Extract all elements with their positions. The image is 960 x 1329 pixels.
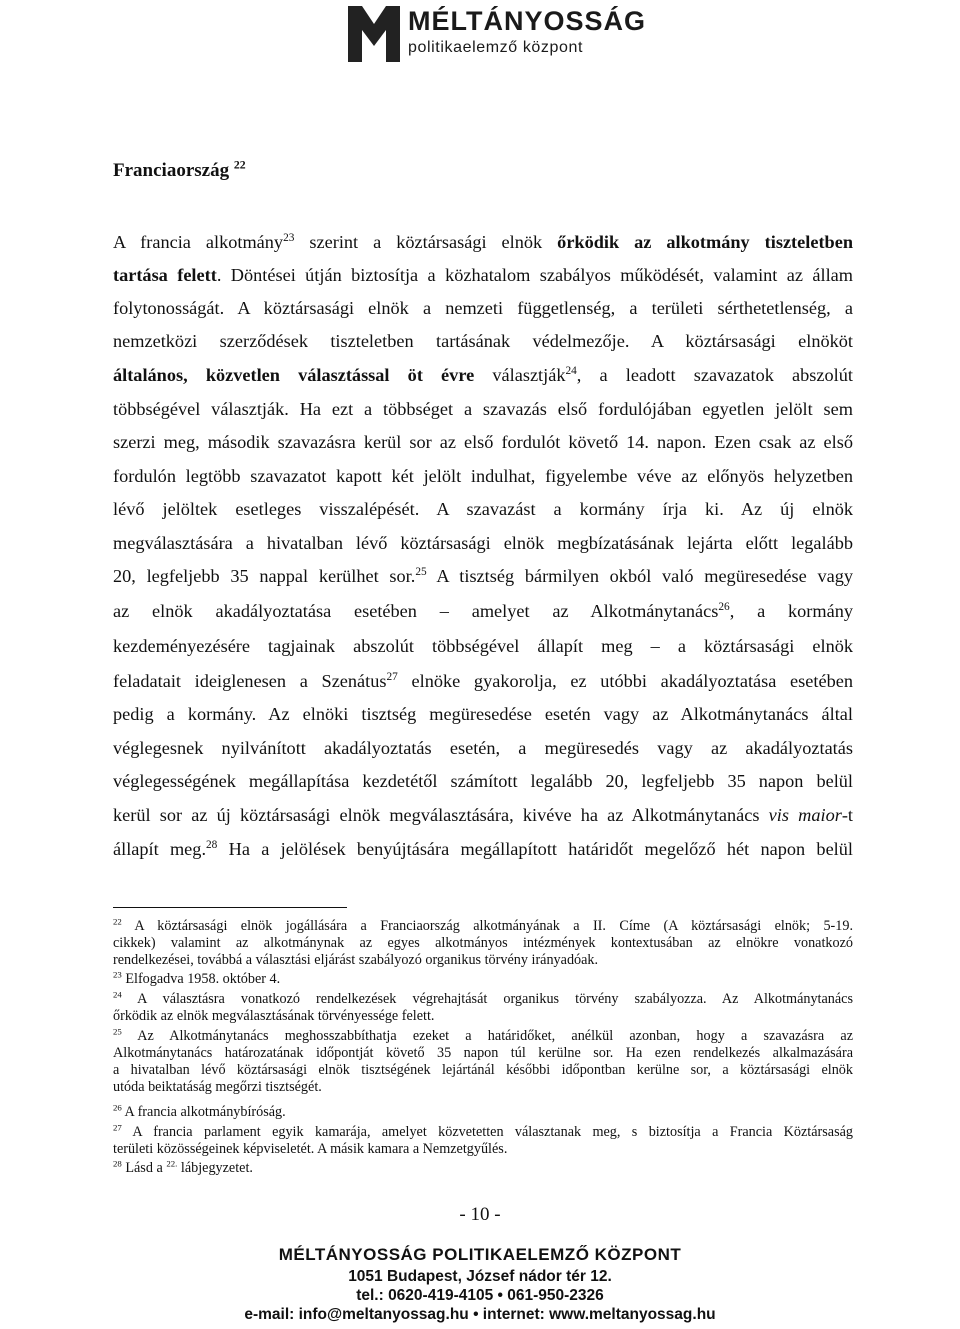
body-line: [113, 431, 853, 453]
body-line: [113, 498, 853, 520]
body-line: [113, 737, 853, 759]
footnote-number: 26: [113, 1102, 122, 1113]
line-text: többségével választják. Ha ezt a többséget a szavazás első fordulójában egyetlen jelölt sem: [113, 399, 853, 419]
footnote-number: 23: [113, 969, 122, 980]
line-text: , a kormány: [729, 601, 853, 621]
footnote-line: [113, 971, 853, 988]
footnote-ref: 25: [415, 565, 427, 578]
emphasis-text: általános, közvetlen választással öt évre: [113, 365, 475, 385]
page-number: - 10 -: [459, 1204, 501, 1225]
footer-address: 1051 Budapest, József nádor tér 12.: [348, 1268, 612, 1285]
footnote-text: Alkotmánytanács határozatának időpontját követő 35 napon túl kerülne sor. Ha ezen rendelkezés alkalmazására: [113, 1045, 853, 1061]
line-text: szerint a köztársasági elnök: [294, 232, 558, 252]
footnote-line: [113, 1045, 853, 1062]
footnote-text: utóda beiktatáság megőrzi tisztségét.: [113, 1079, 322, 1095]
body-line: [113, 330, 853, 352]
line-text: . Döntései útján biztosítja a közhatalom szabályos működését, valamint az állam: [216, 265, 854, 285]
footnote-divider: [113, 907, 347, 908]
line-text: Ha a jelölések benyújtására megállapított határidőt megelőző hét napon belül: [217, 839, 853, 859]
footnote-line: [113, 1124, 853, 1141]
footnote-line: [113, 1141, 853, 1158]
line-text: -t: [841, 805, 853, 825]
footnote-line: [113, 991, 853, 1008]
brand-name: MÉLTÁNYOSSÁG: [408, 6, 647, 36]
footnote-line: [113, 1160, 853, 1177]
footnote-line: [113, 1104, 853, 1121]
line-text: véglegességének megállapítása kezdetétől számított legalább 20, legfeljebb 35 napon belül: [113, 771, 853, 791]
footnote-ref: 23: [283, 231, 295, 244]
body-line: [113, 364, 853, 386]
footnote-line: [113, 1028, 853, 1045]
footnote-line: [113, 1079, 853, 1096]
footnote-text: A francia parlament egyik kamarája, amelyet közvetetten választanak meg, s biztosítja a Francia Köztársaság: [121, 1124, 853, 1140]
footnote-line: [113, 952, 853, 969]
line-text: A francia alkotmány: [113, 232, 284, 252]
footnote-text: Elfogadva 1958. október 4.: [121, 971, 281, 987]
line-text: véglegesnek nyilvánított akadályoztatás esetén, a megüresedés vagy az akadályoztatás: [113, 738, 853, 758]
footer-organization: MÉLTÁNYOSSÁG POLITIKAELEMZŐ KÖZPONT: [278, 1245, 682, 1264]
emphasis-text: tartása felett: [113, 265, 217, 285]
line-text: , a leadott szavazatok abszolút: [576, 365, 853, 385]
body-line: [113, 532, 853, 554]
italic-text: vis maior: [768, 805, 842, 825]
brand-logo: [348, 6, 648, 62]
line-text: A tisztség bármilyen okból való megüresedése vagy: [426, 566, 853, 586]
line-text: folytonosságát. A köztársasági elnök a nemzeti függetlenség, a területi sérthetetlenség, a: [113, 298, 853, 318]
line-text: megválasztására a hivatalban lévő köztársasági elnök megbízatásának lejárta előtt legalább: [113, 533, 853, 553]
body-line: [113, 398, 853, 420]
footnote-ref: 28: [206, 838, 218, 851]
line-text: nemzetközi szerződések tiszteletben tartásának védelmezője. A köztársasági elnököt: [113, 331, 853, 351]
footnote-number: 25: [113, 1026, 122, 1037]
footnote-text: a hivatalban lévő köztársasági elnök tisztségének lejártánál későbbi időpontban kerülne sor, a köztársasági elnök: [113, 1062, 853, 1078]
footnote-text: lábjegyzetet.: [177, 1160, 253, 1176]
brand-subtitle: politikaelemző központ: [408, 39, 584, 56]
body-line: [113, 703, 853, 725]
footer-phone: tel.: 0620-419-4105 • 061-950-2326: [356, 1287, 604, 1304]
footnote-number: 22: [113, 916, 122, 927]
footnote-number: 28: [113, 1158, 122, 1169]
line-text: 20, legfeljebb 35 nappal kerülhet sor.: [113, 566, 416, 586]
emphasis-text: őrködik az alkotmány tiszteletben: [557, 232, 853, 252]
footnote-number: 27: [113, 1122, 122, 1133]
body-line: [113, 565, 853, 587]
body-line: [113, 838, 853, 860]
logo-mark-icon: [348, 6, 400, 62]
line-text: fordulón legtöbb szavazatot kapott két jelölt indulhat, figyelembe véve az előnyös helyzetben: [113, 466, 853, 486]
line-text: pedig a kormány. Az elnöki tisztség megüresedése esetén vagy az Alkotmánytanács által: [113, 704, 853, 724]
footnote-line: [113, 1008, 853, 1025]
footnote-text: rendelkezései, továbbá a választási eljárást szabályozó organikus törvény irányadóak.: [113, 952, 599, 968]
line-text: kerül sor az új köztársasági elnök megválasztására, kivéve ha az Alkotmánytanács: [113, 805, 769, 825]
body-line: [113, 600, 853, 622]
footnote-line: [113, 918, 853, 935]
body-line: [113, 264, 853, 286]
line-text: feladatait ideiglenesen a Szenátus: [113, 671, 387, 691]
line-text: az elnök akadályoztatása esetében – amelyet az Alkotmánytanács: [113, 601, 719, 621]
footnote-text: cikkek) valamint az alkotmánynak az egyes alkotmányos intézmények kontextusában az elnökre vonatkozó: [113, 935, 853, 951]
footnote-text: A választásra vonatkozó rendelkezések végrehajtását organikus törvény szabályozza. Az Alkotmánytanács: [121, 991, 853, 1007]
body-line: [113, 635, 853, 657]
footnote-line: [113, 935, 853, 952]
footnote-text: A francia alkotmánybíróság.: [121, 1104, 286, 1120]
section-heading: Franciaország $^{22}$: [113, 158, 246, 181]
body-line: [113, 770, 853, 792]
footnote-text: területi közösségeinek képviseletét. A másik kamara a Nemzetgyűlés.: [113, 1141, 508, 1157]
footnote-text: A köztársasági elnök jogállására a Franciaország alkotmányának a II. Címe (A köztársasági elnök; 5-19.: [121, 918, 853, 934]
body-line: [113, 465, 853, 487]
line-text: állapít meg.: [113, 839, 207, 859]
footnote-ref: 24: [565, 364, 577, 377]
line-text: lévő jelöltek esetleges visszalépését. A szavazást a kormány írja ki. Az új elnök: [113, 499, 853, 519]
footer-contact: e-mail: info@meltanyossag.hu • internet: www.meltanyossag.hu: [244, 1306, 716, 1323]
body-line: [113, 231, 853, 253]
footnote-text: őrködik az elnök megválasztásának törvényessége felett.: [113, 1008, 435, 1024]
line-text: kezdeményezésére tagjainak abszolút többségével állapít meg – a köztársasági elnök: [113, 636, 853, 656]
line-text: szerzi meg, második szavazásra kerül sor az első fordulót követő 14. napon. Ezen csak az első: [113, 432, 853, 452]
line-text: választják: [474, 365, 566, 385]
footnote-ref: 27: [386, 670, 398, 683]
line-text: elnöke gyakorolja, ez utóbbi akadályoztatása esetében: [397, 671, 853, 691]
footnote-line: [113, 1062, 853, 1079]
footnote-text: Az Alkotmánytanács meghosszabbíthatja ezeket a határidőket, anélkül azonban, hogy a szavazásra az: [121, 1028, 853, 1044]
footnote-ref: 22.: [166, 1158, 178, 1169]
footnote-text: Lásd a: [121, 1160, 167, 1176]
footnote-number: 24: [113, 989, 122, 1000]
body-line: [113, 804, 853, 826]
body-line: [113, 297, 853, 319]
body-line: [113, 670, 853, 692]
footnote-ref: 26: [718, 600, 730, 613]
